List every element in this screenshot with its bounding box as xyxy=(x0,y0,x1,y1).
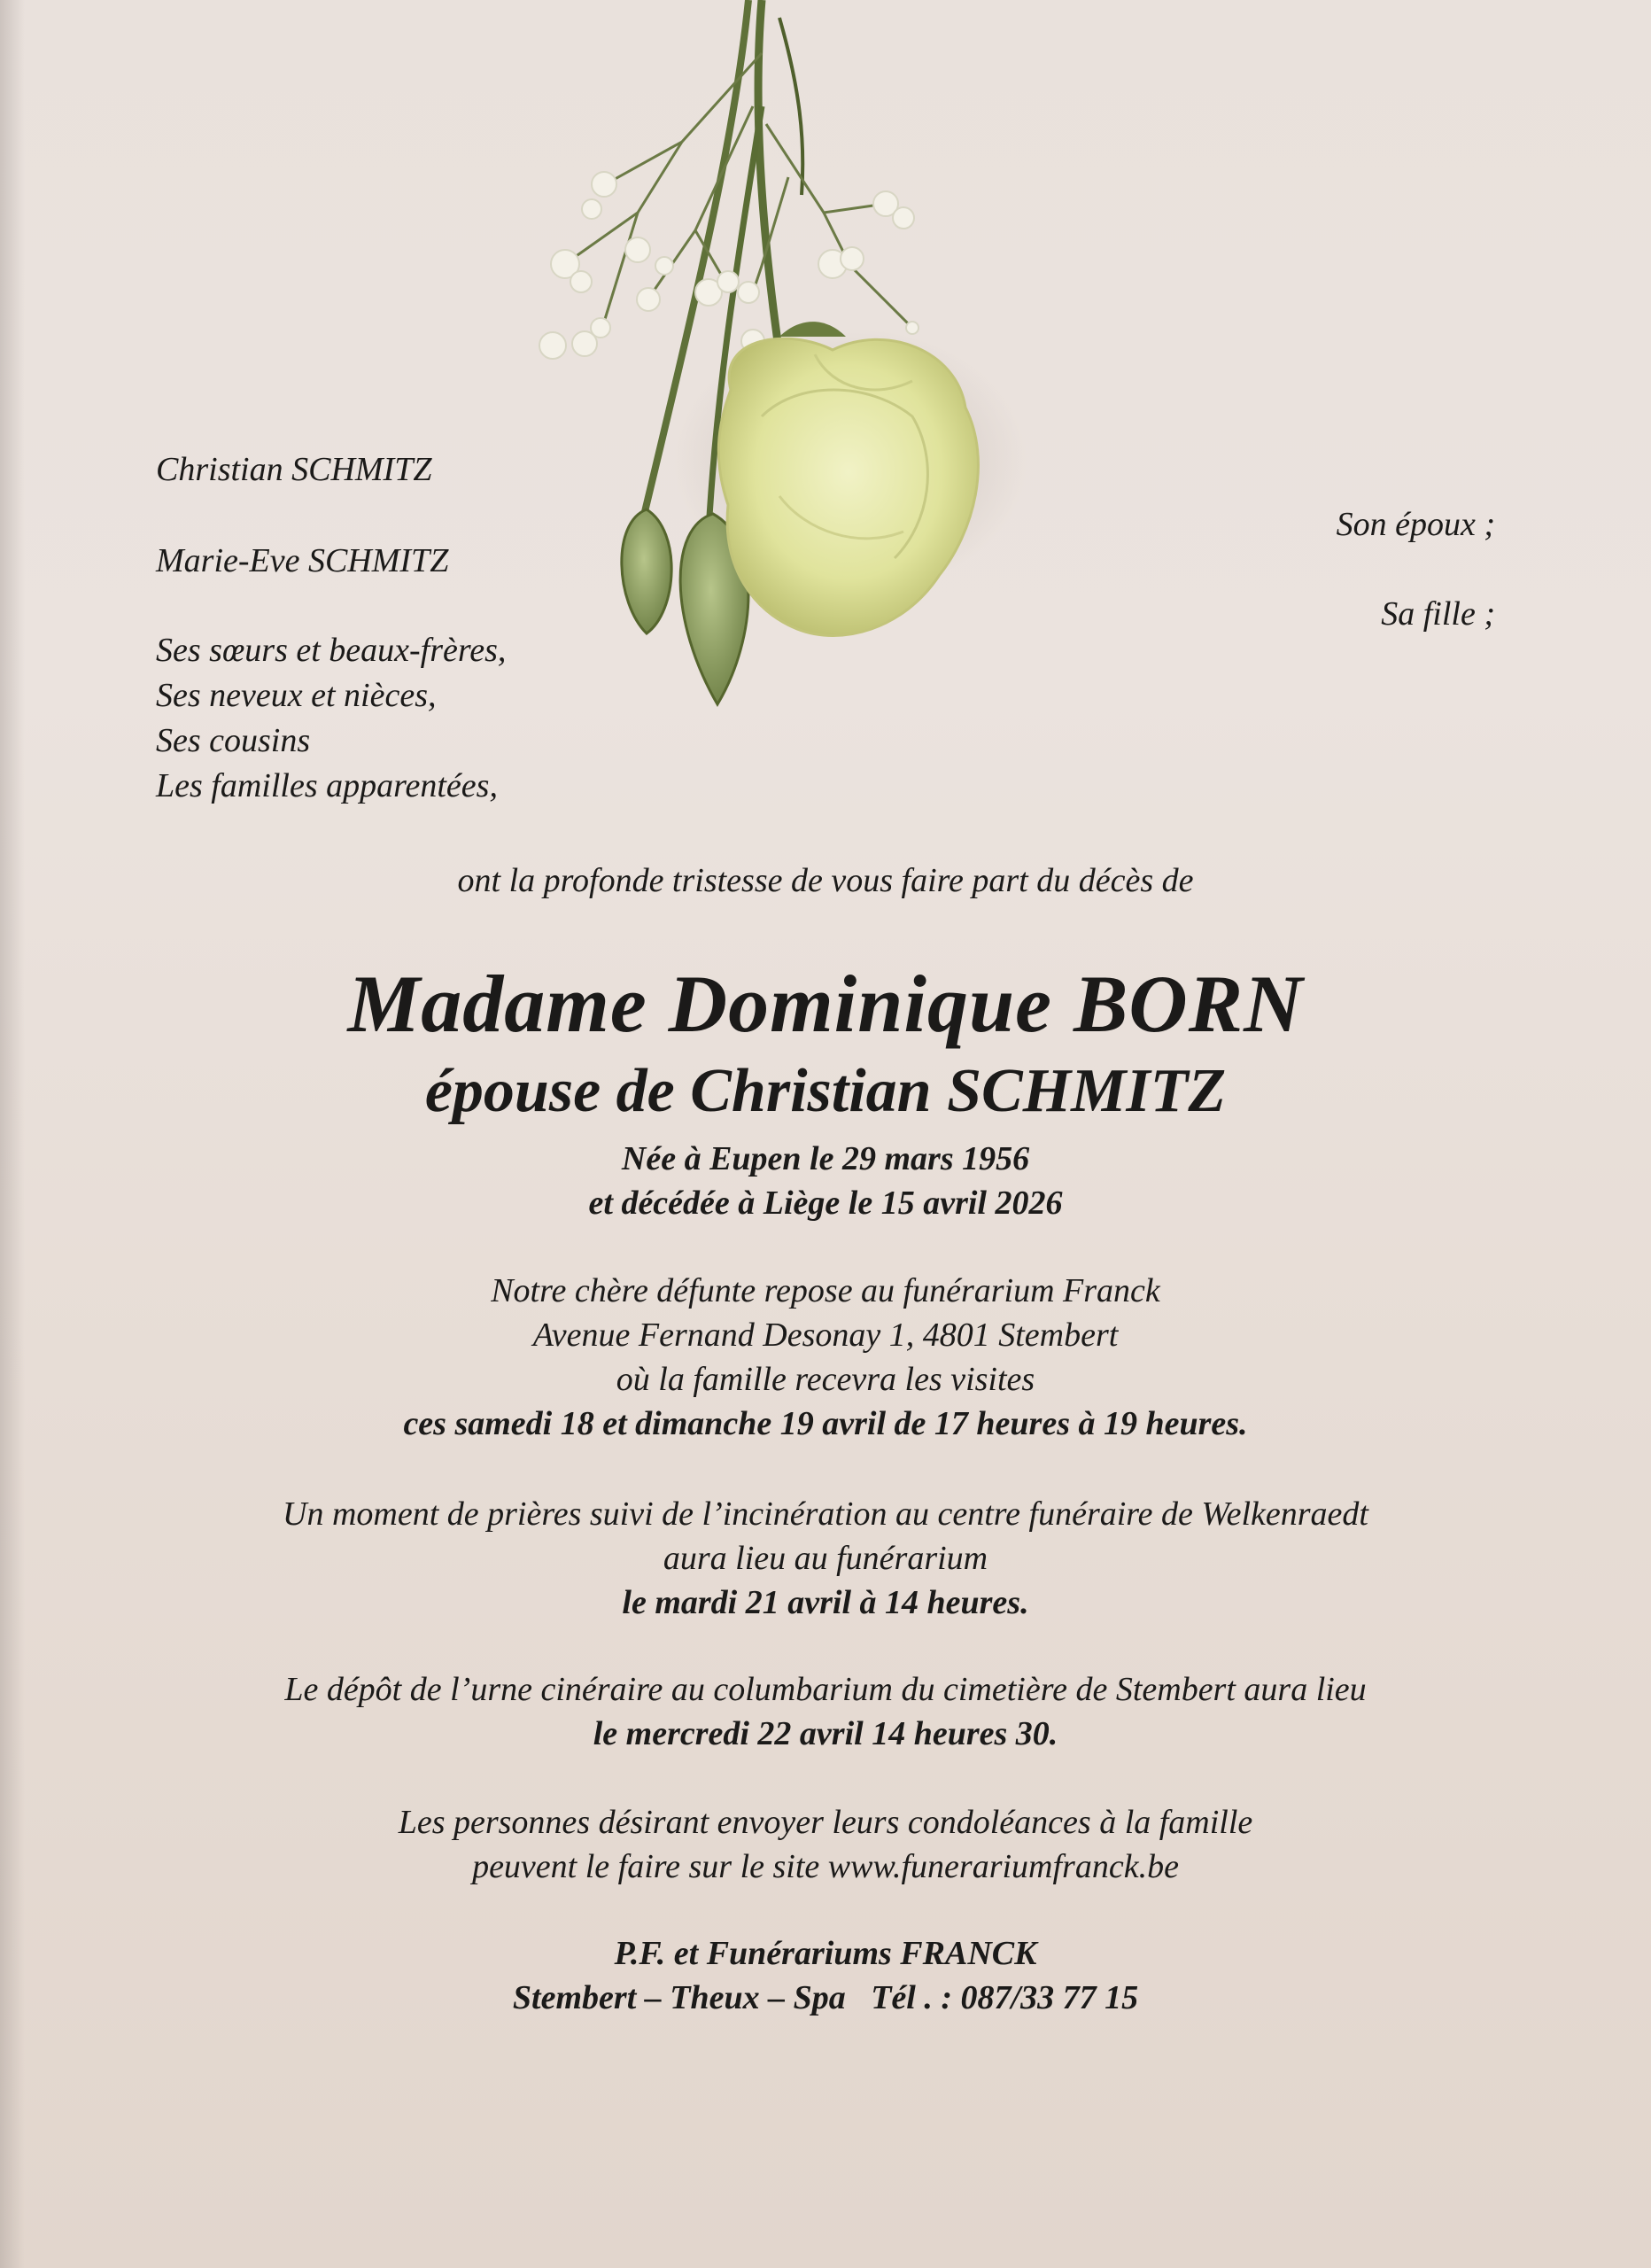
family-member: Ses sœurs et beaux-frères, xyxy=(156,632,507,669)
family-member: Ses cousins xyxy=(156,722,311,759)
family-member: Les familles apparentées, xyxy=(156,767,498,804)
condolences-block xyxy=(0,1800,1651,1889)
family-relations-right xyxy=(1337,502,1495,637)
visitation-address: Avenue Fernand Desonay 1, 4801 Stembert xyxy=(532,1317,1119,1354)
ceremony-block xyxy=(0,1492,1651,1625)
spouse-line: épouse de Christian SCHMITZ xyxy=(424,1057,1227,1125)
funeral-home-name: P.F. et Funérariums FRANCK xyxy=(614,1935,1037,1972)
relation-label: Sa fille ; xyxy=(1381,595,1495,633)
visitation-line: où la famille recevra les visites xyxy=(616,1361,1035,1398)
family-members-left xyxy=(156,447,506,809)
death-line: et décédée à Liège le 15 avril 2026 xyxy=(588,1184,1063,1222)
life-dates xyxy=(0,1137,1651,1225)
visitation-block xyxy=(0,1269,1651,1446)
ceremony-line: Un moment de prières suivi de l’incinération au centre funéraire de Welkenraedt xyxy=(283,1495,1368,1533)
family-member: Christian SCHMITZ xyxy=(156,451,432,488)
urn-line: Le dépôt de l’urne cinéraire au columbarium du cimetière de Stembert aura lieu xyxy=(284,1671,1367,1708)
funeral-home-block xyxy=(0,1931,1651,2020)
family-member: Marie-Eve SCHMITZ xyxy=(156,542,449,579)
condolences-line: Les personnes désirant envoyer leurs condoléances à la famille xyxy=(398,1804,1253,1841)
ceremony-line: aura lieu au funérarium xyxy=(663,1540,988,1577)
urn-time: le mercredi 22 avril 14 heures 30. xyxy=(593,1715,1058,1752)
visitation-times: ces samedi 18 et dimanche 19 avril de 17 heures à 19 heures. xyxy=(403,1405,1248,1442)
birth-line: Née à Eupen le 29 mars 1956 xyxy=(621,1140,1030,1177)
paper-edge-shadow xyxy=(0,0,25,2268)
deceased-name: Madame Dominique BORN xyxy=(347,959,1304,1049)
relation-label: Son époux ; xyxy=(1336,506,1495,543)
condolences-website: peuvent le faire sur le site www.funerariumfranck.be xyxy=(472,1848,1179,1885)
urn-block xyxy=(0,1667,1651,1756)
funeral-home-contact: Stembert – Theux – Spa Tél . : 087/33 77 15 xyxy=(512,1979,1139,2016)
visitation-line: Notre chère défunte repose au funérarium Franck xyxy=(491,1272,1160,1309)
intro-text: ont la profonde tristesse de vous faire part du décès de xyxy=(457,862,1194,899)
family-member: Ses neveux et nièces, xyxy=(156,677,437,714)
rose-image xyxy=(496,0,1045,726)
ceremony-time: le mardi 21 avril à 14 heures. xyxy=(622,1584,1029,1621)
